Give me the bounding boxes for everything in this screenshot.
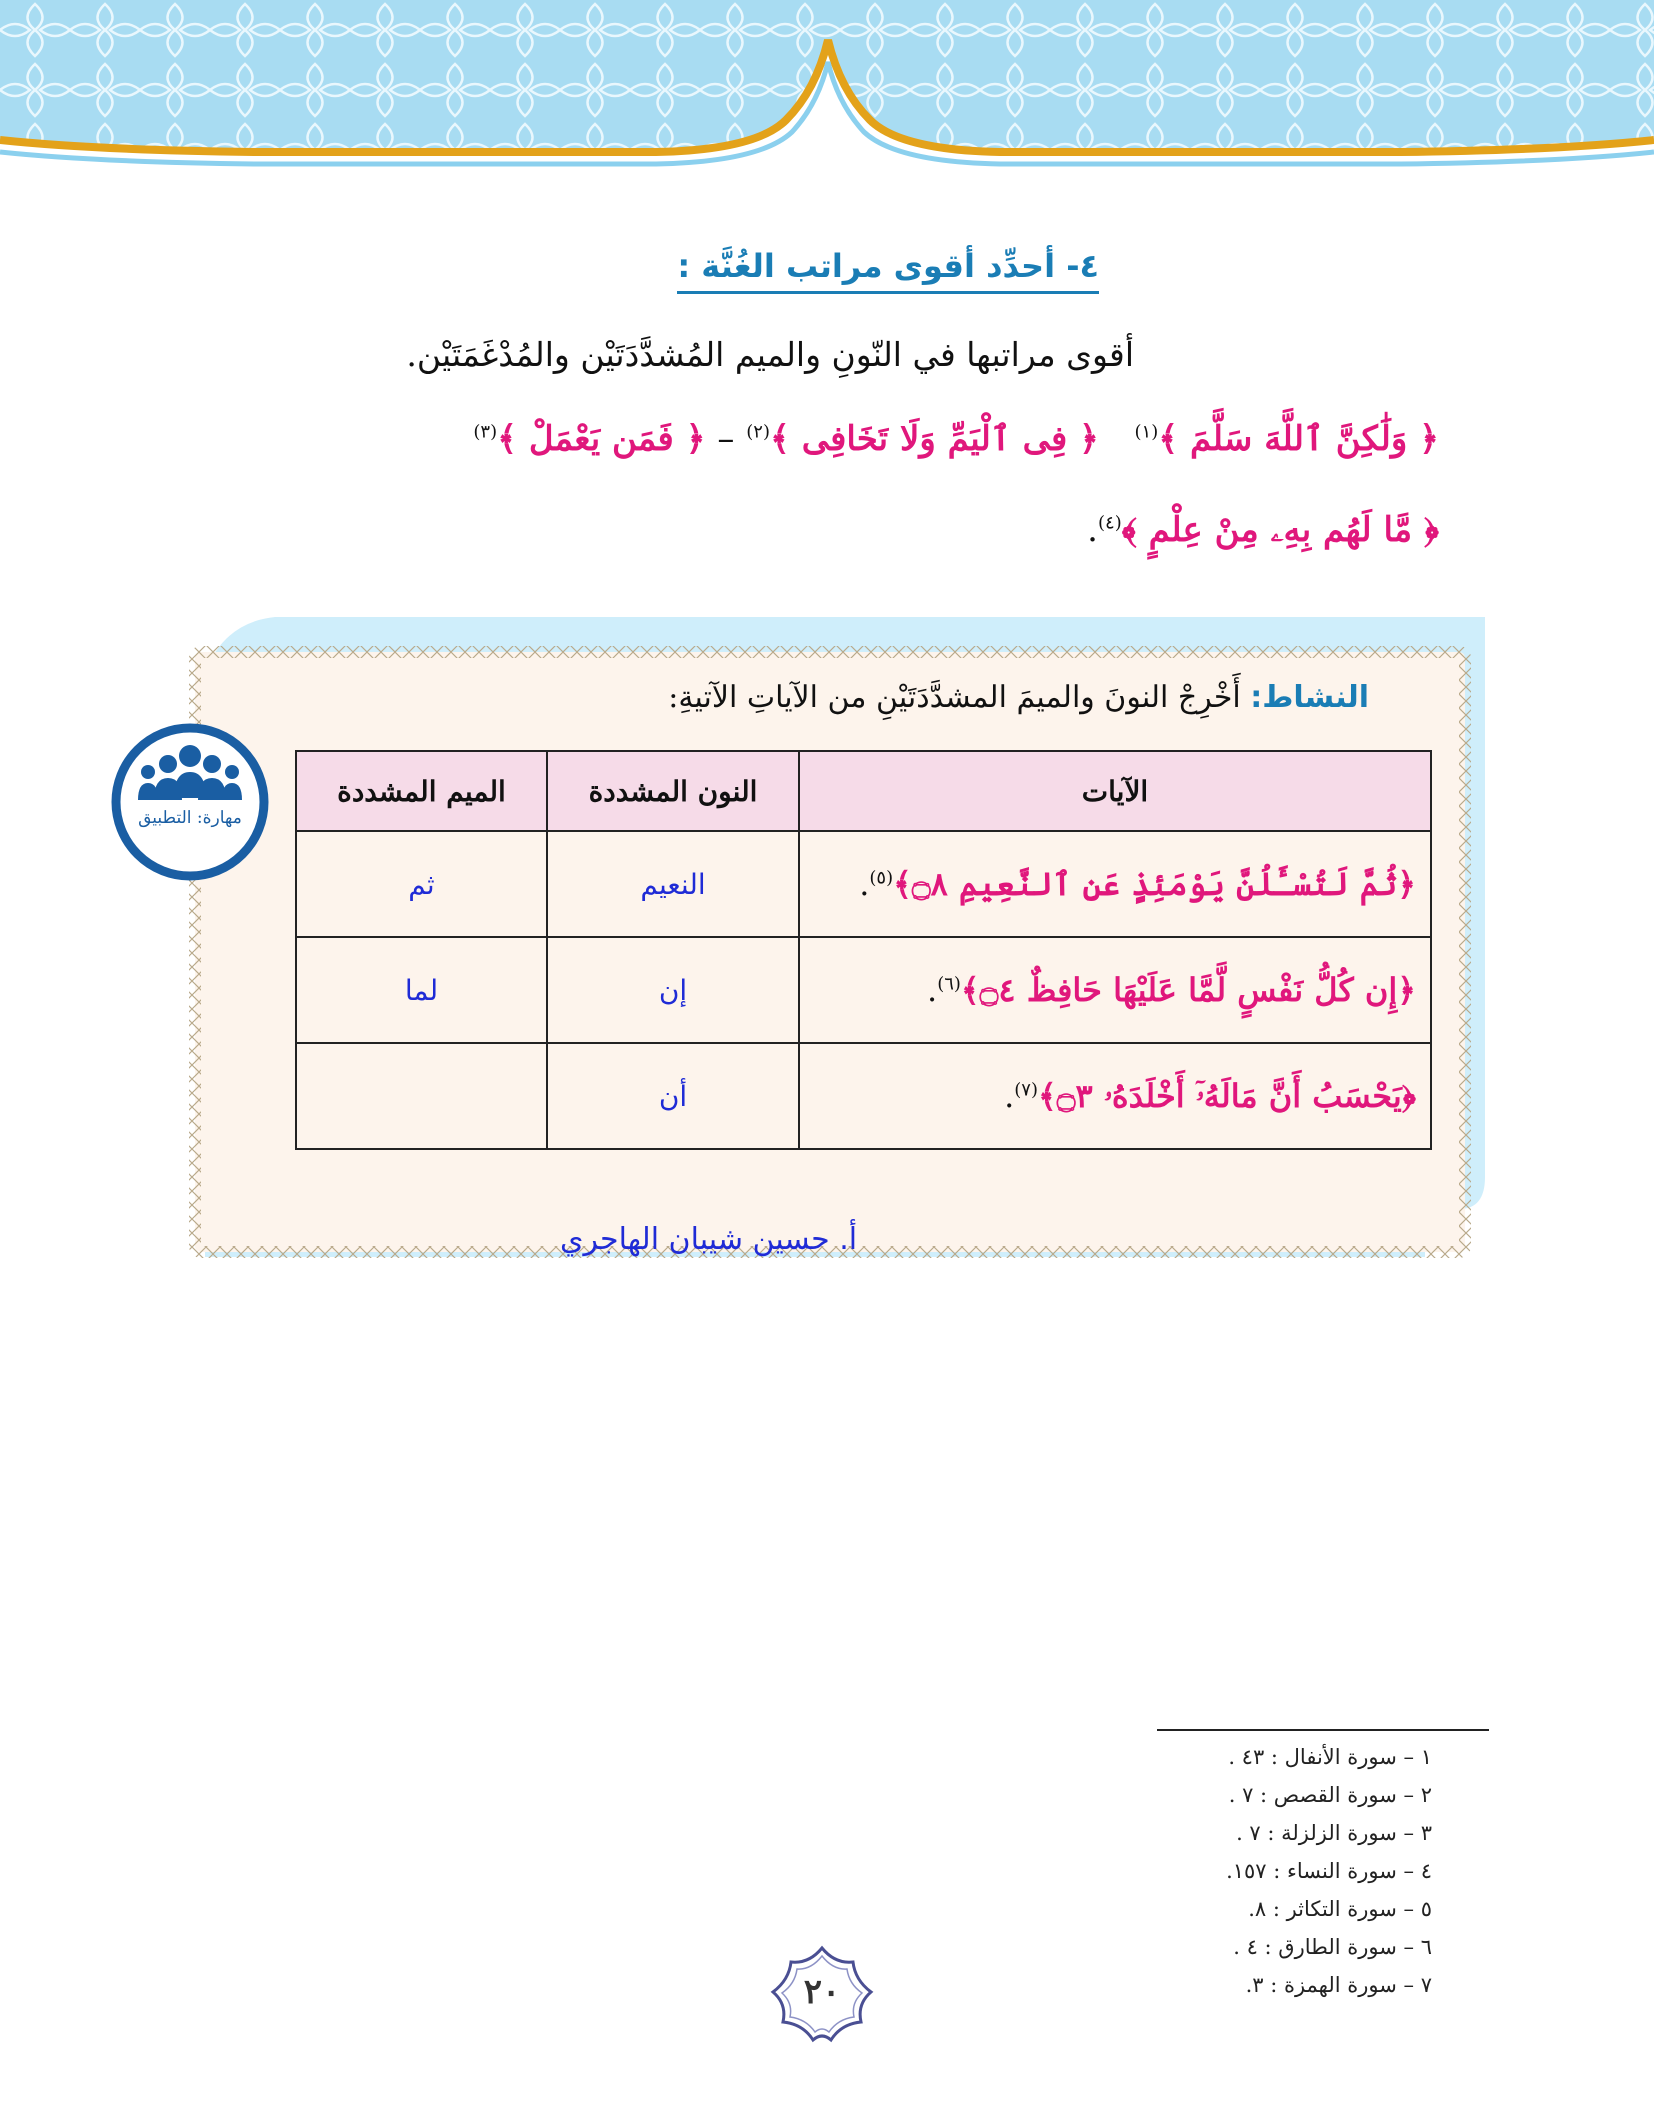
footnote-ref-2: (٢) xyxy=(746,421,770,443)
verse-cell: ﴿ثُمَّ لَتُسْـَٔلُنَّ يَوْمَئِذٍ عَنِ ٱلنَّعِيمِ ۝٨﴾$^{(٥)}$. xyxy=(799,831,1431,937)
meem-answer xyxy=(296,1043,547,1149)
footnote: ٤ – سورة النساء : ١٥٧. xyxy=(1226,1859,1432,1883)
footnote: ١ – سورة الأنفال : ٤٣ . xyxy=(1228,1745,1432,1769)
intro-text: أقوى مراتبها في النّونِ والميم المُشدَّدَتَيْن والمُدْغَمَتَيْن. xyxy=(406,335,1134,374)
noon-answer: أن xyxy=(547,1043,799,1149)
skill-label: مهارة: التطبيق xyxy=(138,808,242,828)
header-noon: النون المشددة xyxy=(547,751,799,831)
example-verse-4: مَّا لَهُم بِهِۦ مِنْ عِلْمٍ xyxy=(1148,510,1413,550)
table-header-row xyxy=(296,751,1431,831)
footnote: ٧ – سورة الهمزة : ٣. xyxy=(1245,1973,1432,1997)
noon-answer: النعيم xyxy=(547,831,799,937)
footnote: ٢ – سورة القصص : ٧ . xyxy=(1228,1783,1432,1807)
footnote: ٦ – سورة الطارق : ٤ . xyxy=(1233,1935,1432,1959)
activity-label: النشاط: xyxy=(1250,680,1369,715)
section-title: ٤- أحدِّد أقوى مراتب الغُنَّة : xyxy=(677,247,1099,294)
example-verses-line-2: ﴿ مَّا لَهُم بِهِۦ مِنْ عِلْمٍ ﴾$^{(٤)}$. xyxy=(1087,510,1439,550)
example-verse-2: فِى ٱلْيَمِّ وَلَا تَخَافِى xyxy=(801,419,1068,459)
activity-table xyxy=(295,750,1432,1150)
footnote-divider xyxy=(1157,1729,1489,1731)
table-row xyxy=(296,937,1431,1043)
footnote: ٣ – سورة الزلزلة : ٧ . xyxy=(1236,1821,1432,1845)
header-verses: الآيات xyxy=(799,751,1431,831)
footnote-ref-4: (٤) xyxy=(1097,512,1122,534)
skill-badge xyxy=(108,720,272,884)
footnotes xyxy=(1226,1738,1432,2004)
meem-answer: لما xyxy=(296,937,547,1043)
meem-answer: ثم xyxy=(296,831,547,937)
page-number: ٢٠ xyxy=(803,1972,841,2012)
table-row xyxy=(296,831,1431,937)
verse-cell: ﴿يَحْسَبُ أَنَّ مَالَهُۥٓ أَخْلَدَهُۥ ۝٣﴾$^{(٧)}$. xyxy=(799,1043,1431,1149)
example-verses-line-1: ﴿ وَلَٰكِنَّ ٱللَّهَ سَلَّمَ ﴾$^{(١)}$ ﴿ فِى ٱلْيَمِّ وَلَا تَخَافِى ﴾$^{(٢)}$ – ﴿ فَمَن يَعْمَلْ ﴾$^{(٣)}$ xyxy=(473,419,1439,459)
footnote-ref-1: (١) xyxy=(1134,421,1159,443)
activity-instruction: النشاط: أَخْرِجْ النونَ والميمَ المشدَّدَتَيْنِ من الآياتِ الآتيةِ: xyxy=(668,680,1369,715)
header-banner xyxy=(0,0,1654,185)
table-row xyxy=(296,1043,1431,1149)
example-verse-3: فَمَن يَعْمَلْ xyxy=(528,419,674,459)
footnote-ref-3: (٣) xyxy=(473,421,498,443)
footnote: ٥ – سورة التكاثر : ٨. xyxy=(1248,1897,1432,1921)
example-verse-1: وَلَٰكِنَّ ٱللَّهَ سَلَّمَ xyxy=(1189,419,1408,459)
author-name: أ. حسين شيبان الهاجري xyxy=(560,1222,858,1257)
verse-cell: ﴿إِن كُلُّ نَفْسٍ لَّمَّا عَلَيْهَا حَافِظٌ ۝٤﴾$^{(٦)}$. xyxy=(799,937,1431,1043)
header-meem: الميم المشددة xyxy=(296,751,547,831)
noon-answer: إن xyxy=(547,937,799,1043)
